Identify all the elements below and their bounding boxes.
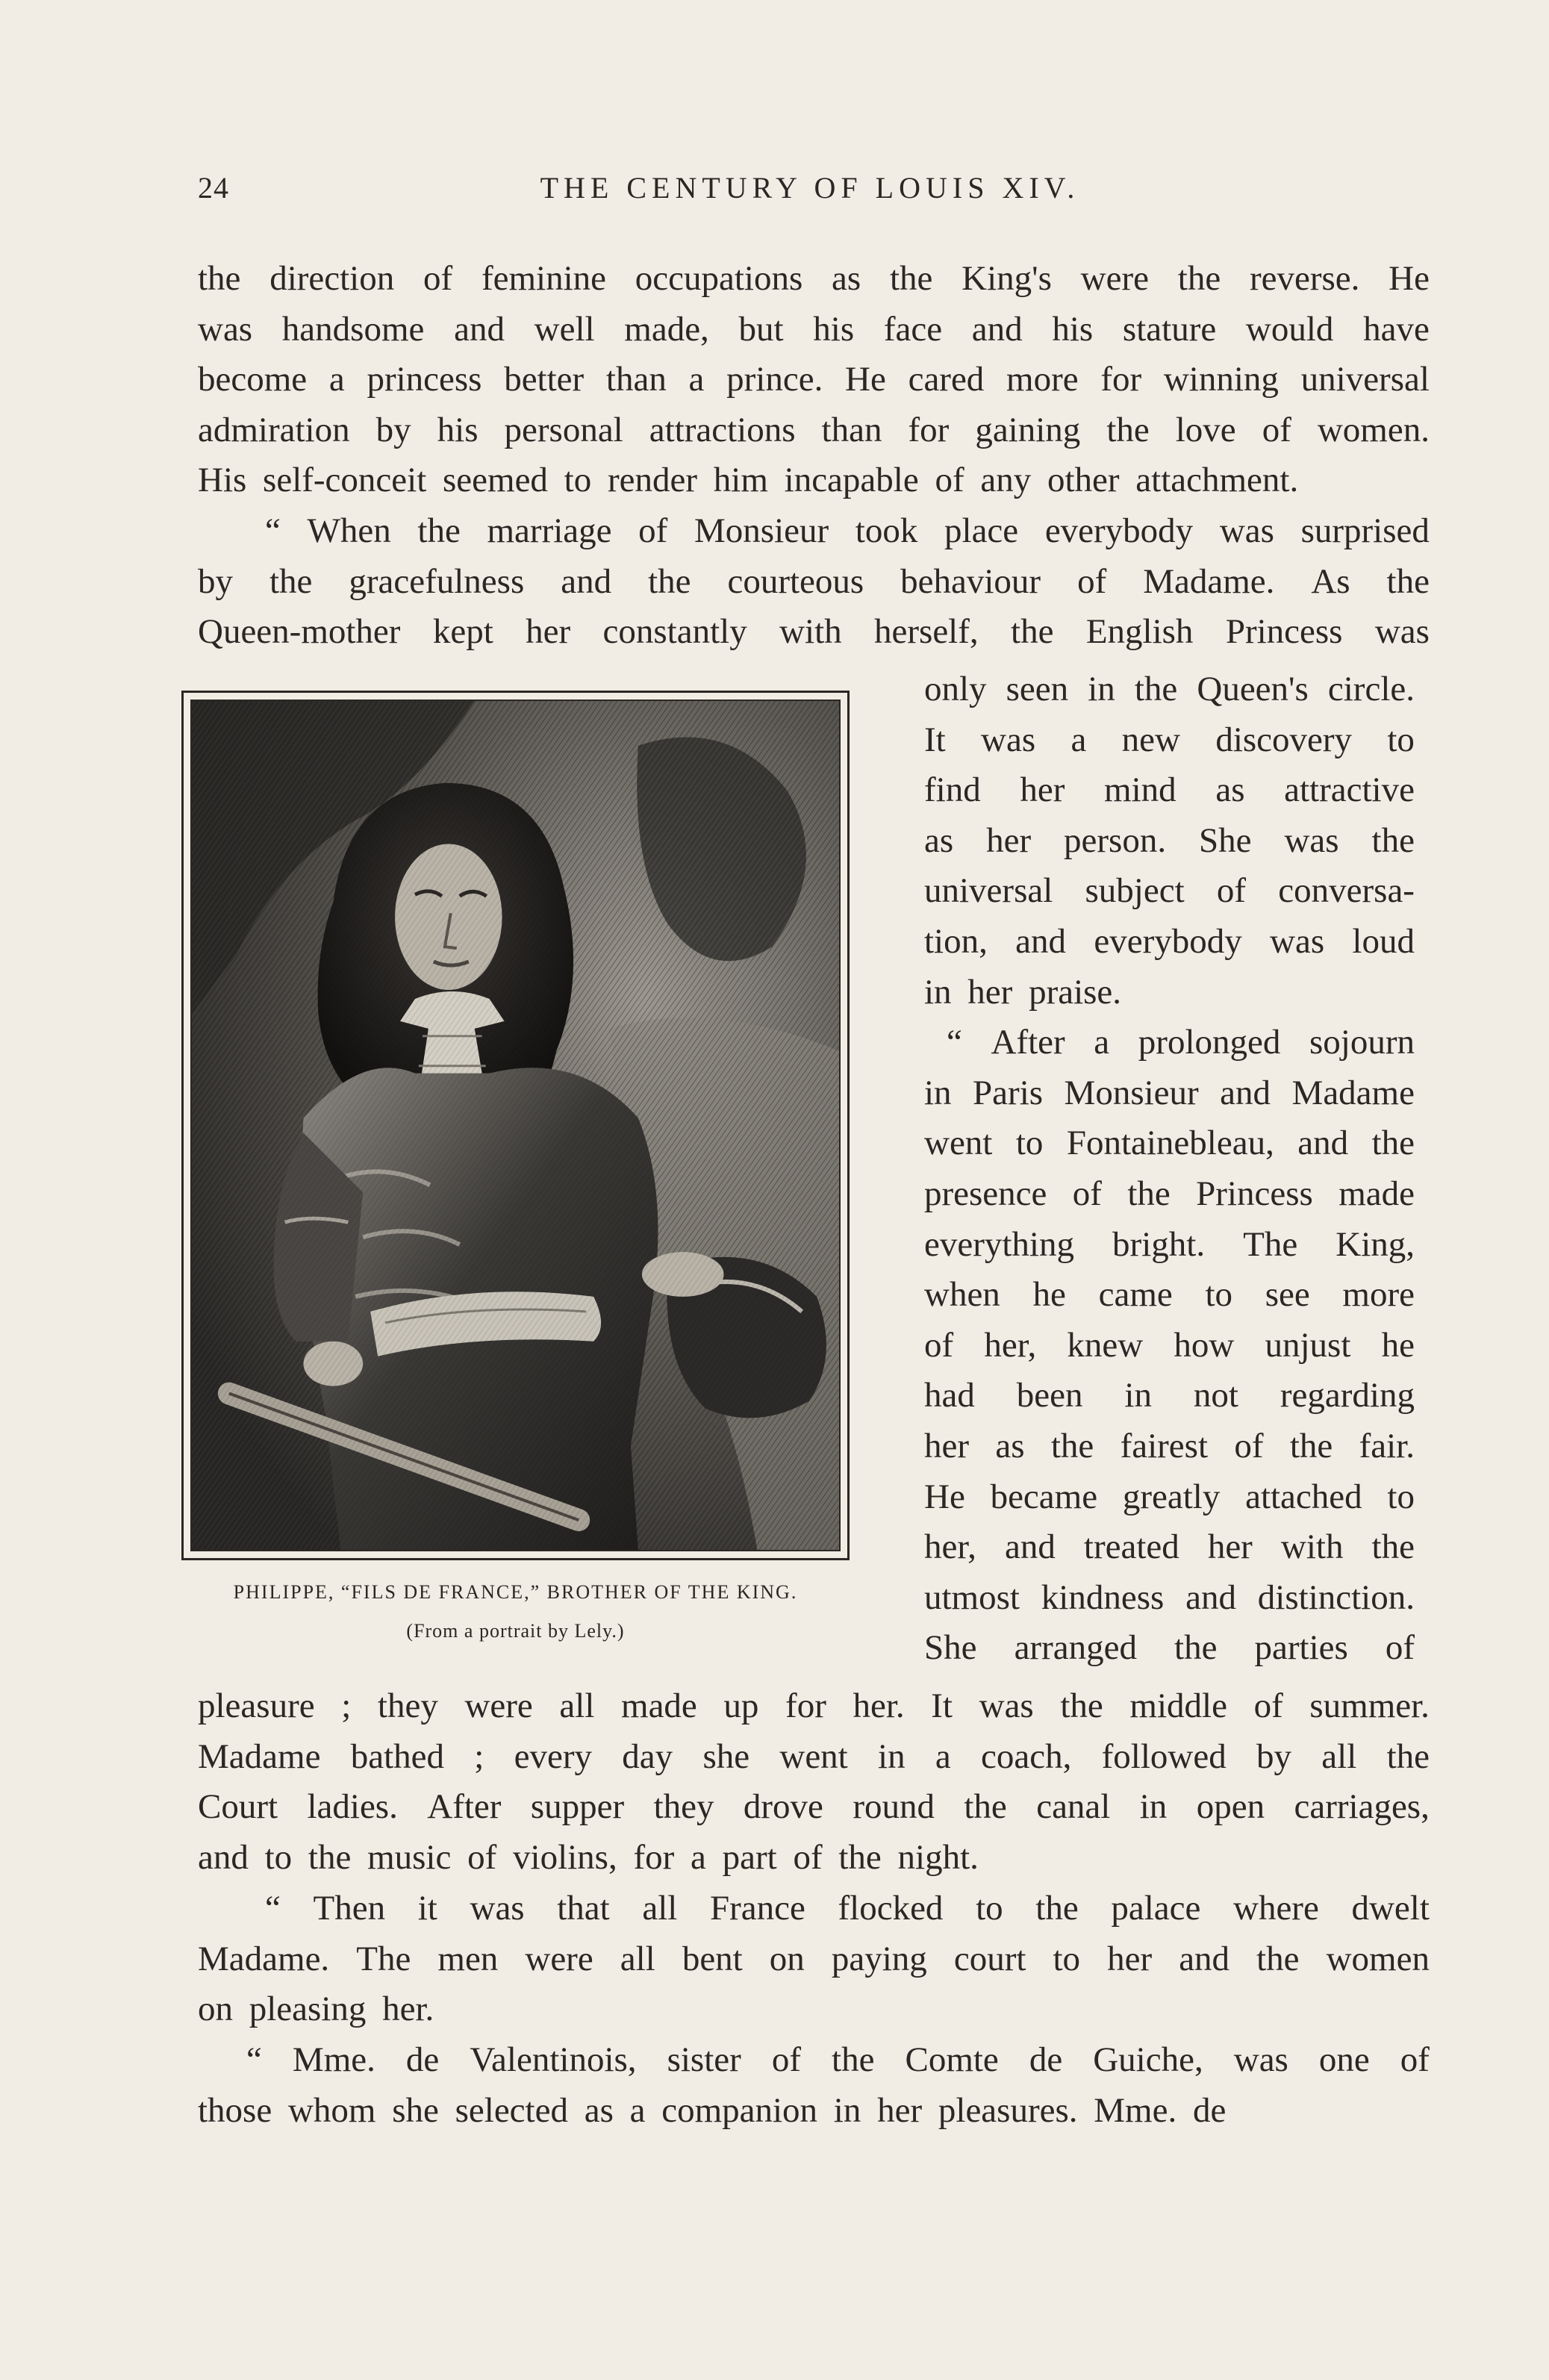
page-number: 24	[198, 171, 229, 205]
text-line: tion, and everybody was loud	[924, 922, 1415, 961]
text-line: Court ladies. After supper they drove round the canal in open carriages,	[198, 1787, 1430, 1827]
portrait-engraving-icon	[192, 701, 839, 1550]
text-line: pleasure ; they were all made up for her. It was the middle of summer.	[198, 1686, 1430, 1725]
text-line: find her mind as attractive	[924, 770, 1415, 810]
text-line: by the gracefulness and the courteous behaviour of Madame. As the	[198, 561, 1430, 601]
text-line: admiration by his personal attractions than for gaining the love of women.	[198, 410, 1430, 449]
portrait-figure	[181, 691, 850, 1560]
text-line: in her praise.	[924, 972, 1122, 1012]
text-line: presence of the Princess made	[924, 1174, 1415, 1213]
figure-credit: (From a portrait by Lely.)	[406, 1620, 625, 1642]
text-line: went to Fontainebleau, and the	[924, 1124, 1415, 1163]
running-head	[198, 170, 1422, 215]
text-line: He became greatly attached to	[924, 1477, 1415, 1516]
text-line: and to the music of violins, for a part of the night.	[198, 1838, 979, 1878]
text-line: everything bright. The King,	[924, 1224, 1415, 1264]
text-line: her as the fairest of the fair.	[924, 1427, 1415, 1465]
text-line: universal subject of conversa-	[924, 871, 1415, 911]
text-line: only seen in the Queen's circle.	[924, 670, 1415, 708]
text-line: when he came to see more	[924, 1275, 1415, 1315]
text-line: Queen-mother kept her constantly with herself, the English Princess was	[198, 612, 1430, 652]
text-line: Madame. The men were all bent on paying court to her and the women	[198, 1939, 1430, 1978]
text-line: had been in not regarding	[924, 1376, 1415, 1415]
text-line: “ Mme. de Valentinois, sister of the Comte de Guiche, was one of	[246, 2040, 1430, 2079]
text-line: of her, knew how unjust he	[924, 1325, 1415, 1365]
text-line: She arranged the parties of	[924, 1628, 1415, 1668]
text-line: “ After a prolonged sojourn	[947, 1023, 1415, 1062]
text-line: “ When the marriage of Monsieur took place everybody was surprised	[265, 511, 1430, 550]
figure-caption: PHILIPPE, “FILS DE FRANCE,” BROTHER OF THE KING.	[233, 1581, 798, 1603]
running-title: THE CENTURY OF LOUIS XIV.	[540, 171, 1080, 205]
text-line: His self-conceit seemed to render him incapable of any other attachment.	[198, 461, 1299, 500]
text-line: utmost kindness and distinction.	[924, 1577, 1415, 1617]
text-line: “ Then it was that all France flocked to the palace where dwelt	[265, 1888, 1430, 1928]
text-line: It was a new discovery to	[924, 720, 1415, 759]
text-line: was handsome and well made, but his face and his stature would have	[198, 309, 1430, 349]
text-line: on pleasing her.	[198, 1990, 434, 2029]
text-line: her, and treated her with the	[924, 1527, 1415, 1567]
text-line: the direction of feminine occupations as the King's were the reverse. He	[198, 259, 1430, 298]
text-line: in Paris Monsieur and Madame	[924, 1073, 1415, 1112]
text-line: those whom she selected as a companion in her pleasures. Mme. de	[198, 2090, 1227, 2130]
text-line: as her person. She was the	[924, 820, 1415, 860]
text-line: become a princess better than a prince. He cared more for winning universal	[198, 360, 1430, 399]
text-line: Madame bathed ; every day she went in a coach, followed by all the	[198, 1736, 1430, 1776]
